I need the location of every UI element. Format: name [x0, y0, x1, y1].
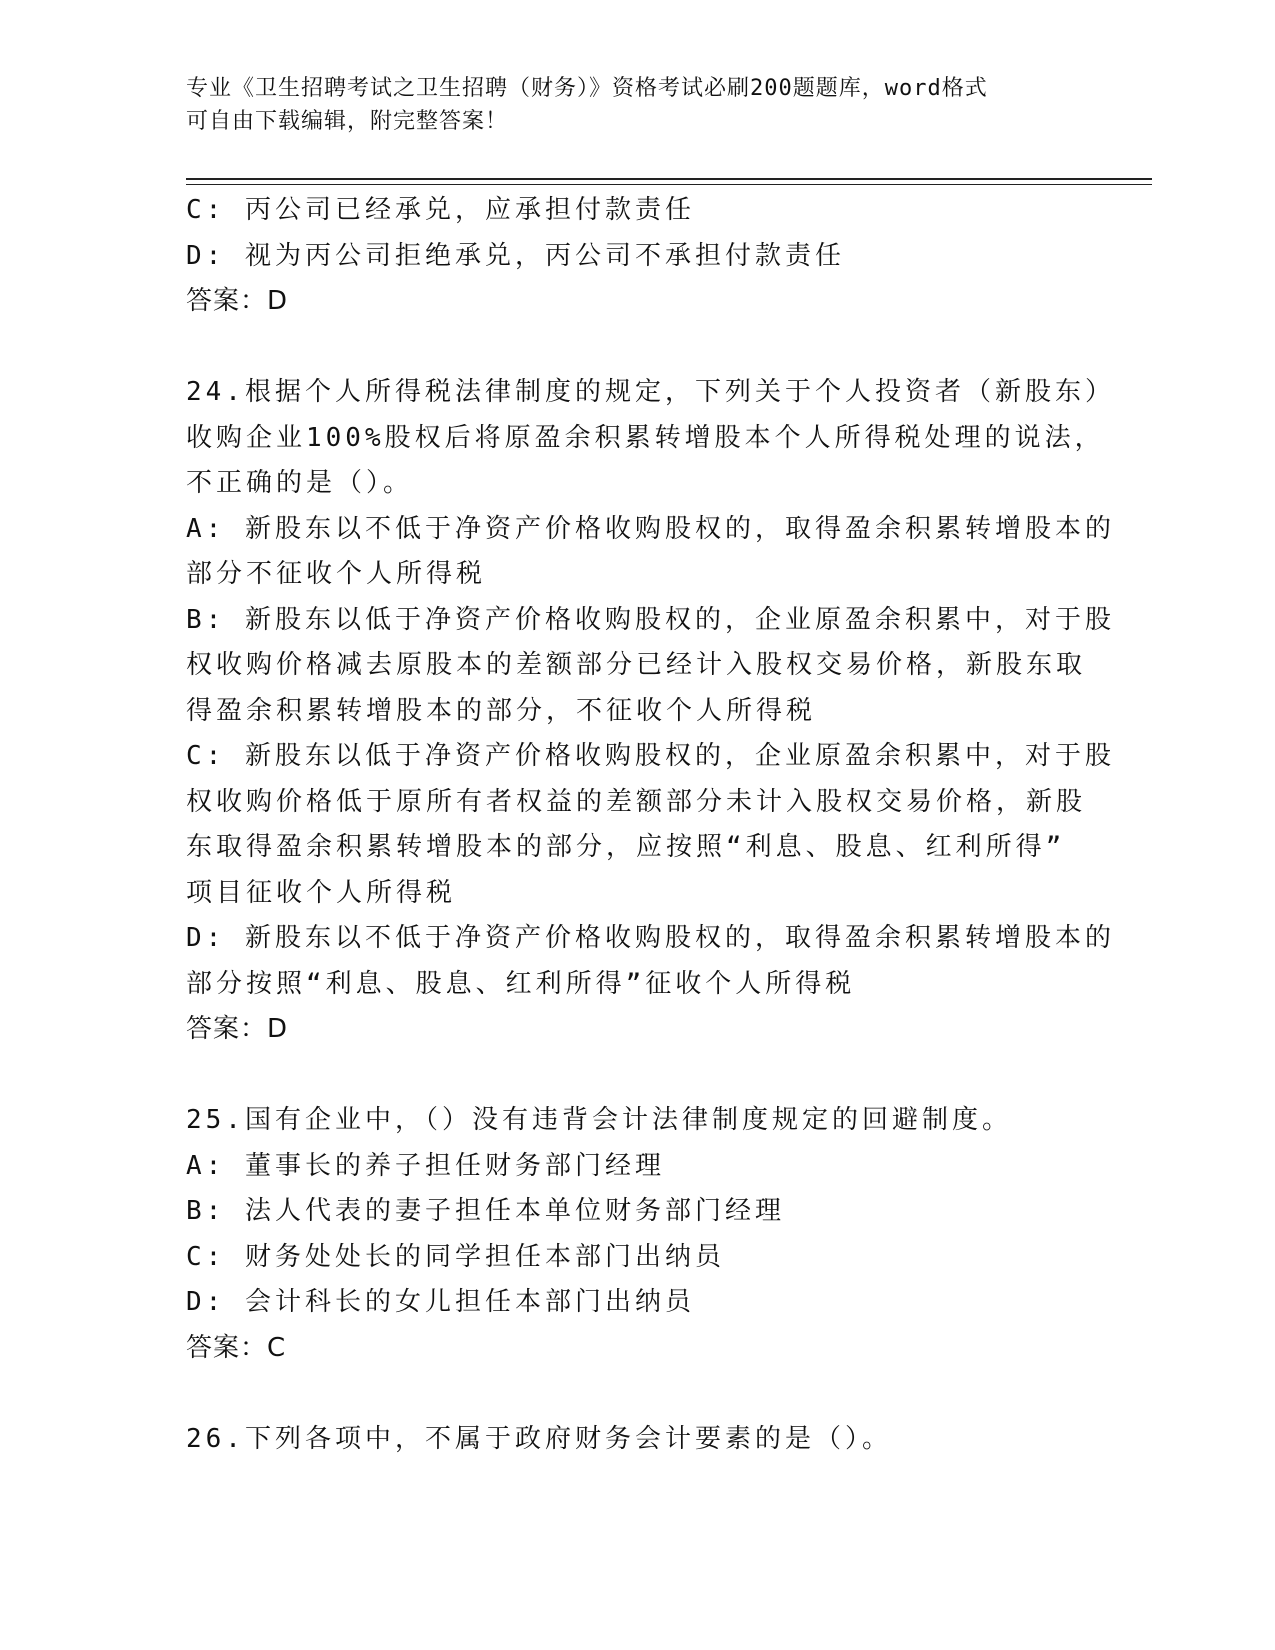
q24-option-d-line: D: 新股东以不低于净资产价格收购股权的，取得盈余积累转增股本的: [186, 923, 1115, 953]
question-26: [186, 1417, 1086, 1463]
q24-option-b-line: 得盈余积累转增股本的部分，不征收个人所得税: [186, 695, 817, 726]
document-header: [186, 72, 1066, 138]
header-divider-thick: [186, 178, 1152, 180]
q25-stem: 25.国有企业中，（）没有违背会计法律制度规定的回避制度。: [186, 1105, 1012, 1135]
header-title-line-1: 专业《卫生招聘考试之卫生招聘（财务）》资格考试必刷200题题库，word格式: [186, 76, 988, 101]
q23-answer: 答案：D: [186, 286, 289, 316]
q26-stem: 26.下列各项中，不属于政府财务会计要素的是（）。: [186, 1423, 892, 1454]
q24-option-c-line: 项目征收个人所得税: [186, 877, 457, 908]
q25-option-d: D: 会计科长的女儿担任本部门出纳员: [186, 1287, 695, 1317]
q24-option-d-line: 部分按照“利息、股息、红利所得”征收个人所得税: [186, 968, 856, 999]
q24-stem-line: 收购企业100%股权后将原盈余积累转增股本个人所得税处理的说法，: [186, 422, 1105, 453]
q24-option-c-line: 权收购价格低于原所有者权益的差额部分未计入股权交易价格，新股: [186, 786, 1087, 817]
question-23: [186, 188, 1086, 325]
q24-option-a-line: 部分不征收个人所得税: [186, 559, 487, 589]
q25-answer: 答案：C: [186, 1332, 287, 1363]
q23-option-d: D: 视为丙公司拒绝承兑，丙公司不承担付款责任: [186, 240, 845, 271]
header-title-line-2: 可自由下载编辑，附完整答案！: [186, 109, 509, 134]
q24-stem-line: 不正确的是（）。: [186, 468, 414, 498]
question-24: [186, 370, 1115, 1053]
q24-option-b-line: B: 新股东以低于净资产价格收购股权的，企业原盈余积累中，对于股: [186, 604, 1115, 635]
spacer: [186, 1053, 1086, 1099]
q24-option-b-line: 权收购价格减去原股本的差额部分已经计入股权交易价格，新股东取: [186, 650, 1087, 680]
q24-option-c-line: C: 新股东以低于净资产价格收购股权的，企业原盈余积累中，对于股: [186, 741, 1115, 771]
spacer: [186, 1371, 1086, 1417]
q25-option-a: A: 董事长的养子担任财务部门经理: [186, 1150, 665, 1181]
header-divider-thin: [186, 184, 1152, 185]
document-body: [186, 188, 1115, 1462]
q24-option-a-line: A: 新股东以不低于净资产价格收购股权的，取得盈余积累转增股本的: [186, 513, 1115, 544]
question-25: [186, 1098, 1086, 1371]
q25-option-b: B: 法人代表的妻子担任本单位财务部门经理: [186, 1196, 785, 1226]
spacer: [186, 325, 1086, 371]
q23-option-c: C: 丙公司已经承兑，应承担付款责任: [186, 195, 695, 225]
q24-answer: 答案：D: [186, 1014, 289, 1044]
q24-option-c-line: 东取得盈余积累转增股本的部分，应按照“利息、股息、红利所得”: [186, 832, 1066, 862]
q25-option-c: C: 财务处处长的同学担任本部门出纳员: [186, 1241, 725, 1272]
q24-stem-line: 24.根据个人所得税法律制度的规定，下列关于个人投资者（新股东）: [186, 377, 1115, 407]
